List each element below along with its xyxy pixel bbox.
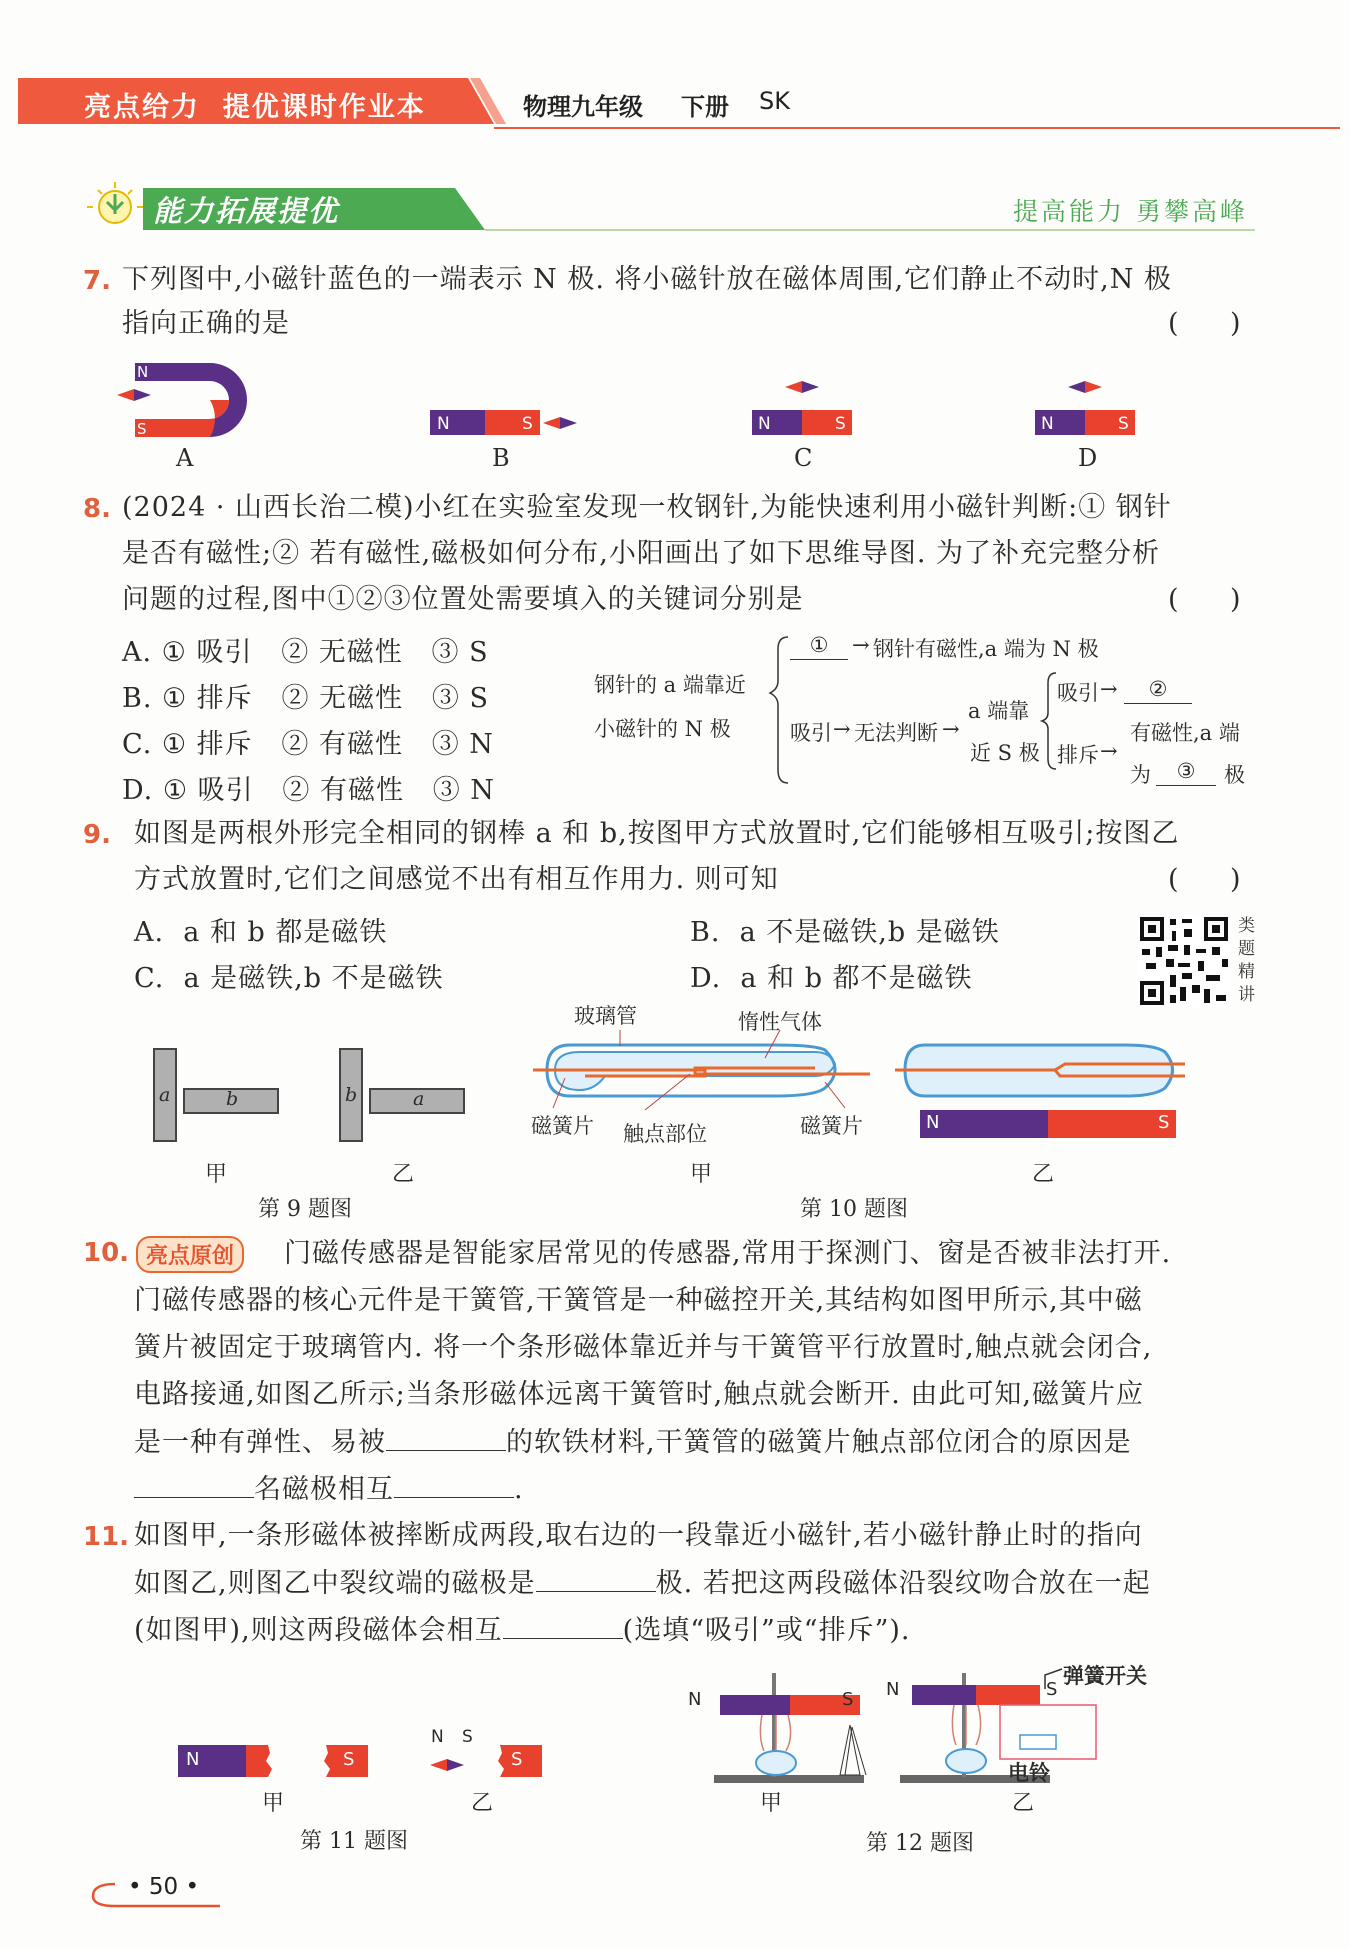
q11-line2-a: 如图乙,则图乙中裂纹端的磁极是	[134, 1568, 536, 1599]
q9-answer-paren: ( )	[1168, 864, 1241, 895]
map-arrow-4: →	[1100, 677, 1118, 701]
svg-text:S: S	[522, 414, 533, 434]
fig11-caption: 第 11 题图	[300, 1829, 408, 1854]
fig11-s-label-2: S	[511, 1749, 523, 1770]
map-leaf2-prefix: 为	[1130, 763, 1151, 787]
q10-line6	[134, 1471, 524, 1508]
q11-figure	[170, 1725, 550, 1785]
map-arrow-2: →	[833, 717, 851, 741]
svg-text:S: S	[1118, 414, 1129, 434]
fig11-needle-n: N	[431, 1727, 444, 1747]
fig11-n-label: N	[186, 1749, 200, 1770]
map-branch1-result: 钢针有磁性,a 端为 N 极	[873, 637, 1099, 661]
map-blank-2-num: ②	[1124, 677, 1192, 704]
q9-number: 9.	[83, 820, 111, 850]
q11-blank-1[interactable]	[536, 1565, 656, 1592]
q7-bar-magnet-c	[752, 381, 852, 435]
q9-line2: 方式放置时,它们之间感觉不出有相互作用力. 则可知	[134, 864, 779, 895]
map-branch2-attract: 吸引	[790, 721, 832, 745]
map-blank-1-num: ①	[790, 633, 848, 660]
map-root-line2: 小磁针的 N 极	[594, 717, 731, 741]
q11-line3-b: (选填“吸引”或“排斥”).	[622, 1615, 911, 1646]
q8-mind-map	[590, 625, 1270, 795]
map-leaf2-repel: 排斥	[1057, 743, 1099, 767]
q10-end: .	[514, 1474, 524, 1505]
q8-option-b[interactable]: B. ① 排斥 ② 无磁性 ③ S	[122, 683, 489, 714]
svg-text:N: N	[137, 363, 149, 381]
qr-code-icon[interactable]	[1138, 915, 1230, 1007]
q8-option-c[interactable]: C. ① 排斥 ② 有磁性 ③ N	[122, 729, 494, 760]
q10-line1: 门磁传感器是智能家居常见的传感器,常用于探测门、窗是否被非法打开.	[284, 1238, 1172, 1269]
q11-line3	[134, 1612, 911, 1649]
section-banner	[85, 180, 1255, 238]
q10-blank-1[interactable]	[386, 1424, 506, 1451]
q7-option-a[interactable]: A	[176, 444, 194, 472]
q7-number: 7.	[83, 266, 111, 296]
q7-answer-paren: ( )	[1168, 308, 1241, 339]
q7-bar-magnet-b	[430, 410, 577, 435]
q9-fig-yi-b: b	[345, 1084, 358, 1106]
map-branch2-undetermined: 无法判断	[854, 721, 938, 745]
header-edition: SK	[759, 87, 790, 115]
svg-text:N: N	[758, 414, 771, 434]
fig10-n-label: N	[926, 1112, 940, 1133]
q8-option-d[interactable]: D. ① 吸引 ② 有磁性 ③ N	[122, 775, 495, 806]
q10-line3: 簧片被固定于玻璃管内. 将一个条形磁体靠近并与干簧管平行放置时,触点就会闭合,	[134, 1332, 1153, 1363]
section-motto: 提高能力 勇攀高峰	[1013, 197, 1248, 226]
q9-fig-yi-a: a	[413, 1088, 425, 1110]
q11-line1: 如图甲,一条形磁体被摔断成两段,取右边的一段靠近小磁针,若小磁针静止时的指向	[134, 1520, 1143, 1551]
q11-line2	[134, 1565, 1151, 1602]
map-arrow-3: →	[942, 717, 960, 741]
q9-line1: 如图是两根外形完全相同的钢棒 a 和 b,按图甲方式放置时,它们能够相互吸引;按图乙	[134, 818, 1180, 849]
fig10-reed2-label: 磁簧片	[800, 1114, 863, 1138]
map-leaf2-magnetic: 有磁性,a 端	[1130, 721, 1240, 745]
fig10-label-yi: 乙	[1032, 1162, 1055, 1187]
q9-fig-jia-a: a	[159, 1084, 171, 1106]
svg-text:N: N	[1041, 414, 1054, 434]
fig11-label-yi: 乙	[471, 1791, 494, 1816]
fig11-label-jia: 甲	[262, 1791, 285, 1816]
q8-number: 8.	[83, 494, 111, 524]
q7-line2: 指向正确的是	[122, 308, 290, 339]
q9-option-d[interactable]: D. a 和 b 都不是磁铁	[690, 963, 973, 994]
fig12-caption: 第 12 题图	[866, 1831, 974, 1856]
q8-answer-paren: ( )	[1168, 584, 1241, 615]
fig10-caption: 第 10 题图	[800, 1197, 908, 1222]
q9-caption: 第 9 题图	[258, 1197, 352, 1222]
fig10-glass-label: 玻璃管	[574, 1004, 637, 1028]
q10-line5-b: 的软铁材料,干簧管的磁簧片触点部位闭合的原因是	[506, 1427, 1132, 1458]
map-blank-2	[1124, 677, 1192, 704]
fig10-reed1-label: 磁簧片	[531, 1114, 594, 1138]
map-arrow-5: →	[1100, 739, 1118, 763]
q10-line5	[134, 1424, 1132, 1461]
q10-number: 10.	[83, 1238, 130, 1268]
fig12-yi-s: S	[1046, 1679, 1058, 1700]
q9-option-c[interactable]: C. a 是磁铁,b 不是磁铁	[134, 963, 444, 994]
section-title: 能力拓展提优	[153, 194, 340, 228]
qr-label: 类题精讲	[1238, 916, 1255, 1005]
q9-fig-label-jia: 甲	[205, 1162, 228, 1187]
fig10-contact-label: 触点部位	[623, 1122, 707, 1146]
svg-text:S: S	[137, 420, 147, 438]
header-bar	[18, 70, 1340, 132]
q7-option-c[interactable]: C	[794, 444, 813, 472]
map-branch2-c2: 近 S 极	[970, 741, 1040, 765]
q10-original-tag: 亮点原创	[136, 1236, 244, 1273]
fig12-switch-label: 弹簧开关	[1063, 1663, 1147, 1688]
q10-blank-2[interactable]	[134, 1471, 254, 1498]
header-volume: 下册	[681, 93, 729, 121]
q7-figures	[115, 355, 1145, 440]
map-leaf2-suffix: 极	[1224, 763, 1245, 787]
fig12-bell-label: 电铃	[1008, 1760, 1050, 1785]
fig11-needle-s: S	[462, 1727, 473, 1747]
header-brand: 亮点给力 提优课时作业本	[84, 92, 426, 123]
map-leaf1-attract: 吸引	[1057, 681, 1099, 705]
fig10-label-jia: 甲	[690, 1162, 713, 1187]
fig12-jia-s: S	[842, 1689, 854, 1710]
map-blank-3-num: ③	[1156, 759, 1216, 786]
q7-option-b[interactable]: B	[492, 444, 510, 472]
q10-line4: 电路接通,如图乙所示;当条形磁体远离干簧管时,触点就会断开. 由此可知,磁簧片应	[134, 1379, 1145, 1410]
q10-line6-text: 名磁极相互	[254, 1474, 394, 1505]
q10-blank-3[interactable]	[394, 1471, 514, 1498]
map-arrow-1: →	[852, 633, 870, 657]
fig11-s-label-1: S	[343, 1749, 355, 1770]
fig10-gas-label: 惰性气体	[738, 1010, 822, 1034]
fig12-yi-n: N	[886, 1679, 900, 1700]
q7-option-d[interactable]: D	[1078, 444, 1098, 472]
q7-line1: 下列图中,小磁针蓝色的一端表示 N 极. 将小磁针放在磁体周围,它们静止不动时,N 极	[122, 264, 1172, 295]
map-blank-1	[790, 633, 848, 660]
q8-line1: (2024 · 山西长治二模)小红在实验室发现一枚钢针,为能快速利用小磁针判断:① 钢针	[122, 492, 1172, 523]
fig12-label-yi: 乙	[1012, 1791, 1035, 1816]
q8-line3: 问题的过程,图中①②③位置处需要填入的关键词分别是	[122, 584, 804, 615]
map-branch2-c1: a 端靠	[968, 699, 1030, 723]
q11-blank-2[interactable]	[503, 1612, 623, 1639]
q9-option-a[interactable]: A. a 和 b 都是磁铁	[134, 917, 388, 948]
fig12-jia-n: N	[688, 1689, 702, 1710]
q8-option-a[interactable]: A. ① 吸引 ② 无磁性 ③ S	[122, 637, 489, 668]
q9-fig-label-yi: 乙	[392, 1162, 415, 1187]
svg-text:S: S	[835, 414, 846, 434]
q11-number: 11.	[83, 1522, 130, 1552]
map-blank-3	[1156, 759, 1216, 786]
q11-line2-b: 极. 若把这两段磁体沿裂纹吻合放在一起	[655, 1568, 1151, 1599]
fig10-s-label: S	[1158, 1112, 1170, 1133]
map-root-line1: 钢针的 a 端靠近	[594, 673, 746, 697]
q7-horseshoe-magnet	[117, 363, 247, 438]
header-subject: 物理九年级	[523, 93, 643, 121]
q8-line2: 是否有磁性;② 若有磁性,磁极如何分布,小阳画出了如下思维导图. 为了补充完整分析	[122, 538, 1161, 569]
q11-line3-a: (如图甲),则这两段磁体会相互	[134, 1615, 503, 1646]
page-number: • 50 •	[128, 1874, 200, 1900]
q9-option-b[interactable]: B. a 不是磁铁,b 是磁铁	[690, 917, 1000, 948]
q9-figure	[150, 1045, 480, 1145]
q10-line5-a: 是一种有弹性、易被	[134, 1427, 386, 1458]
q7-bar-magnet-d	[1035, 381, 1135, 435]
svg-text:N: N	[437, 414, 450, 434]
q9-fig-jia-b: b	[226, 1088, 239, 1110]
fig12-label-jia: 甲	[760, 1791, 783, 1816]
q10-line2: 门磁传感器的核心元件是干簧管,干簧管是一种磁控开关,其结构如图甲所示,其中磁	[134, 1285, 1143, 1316]
